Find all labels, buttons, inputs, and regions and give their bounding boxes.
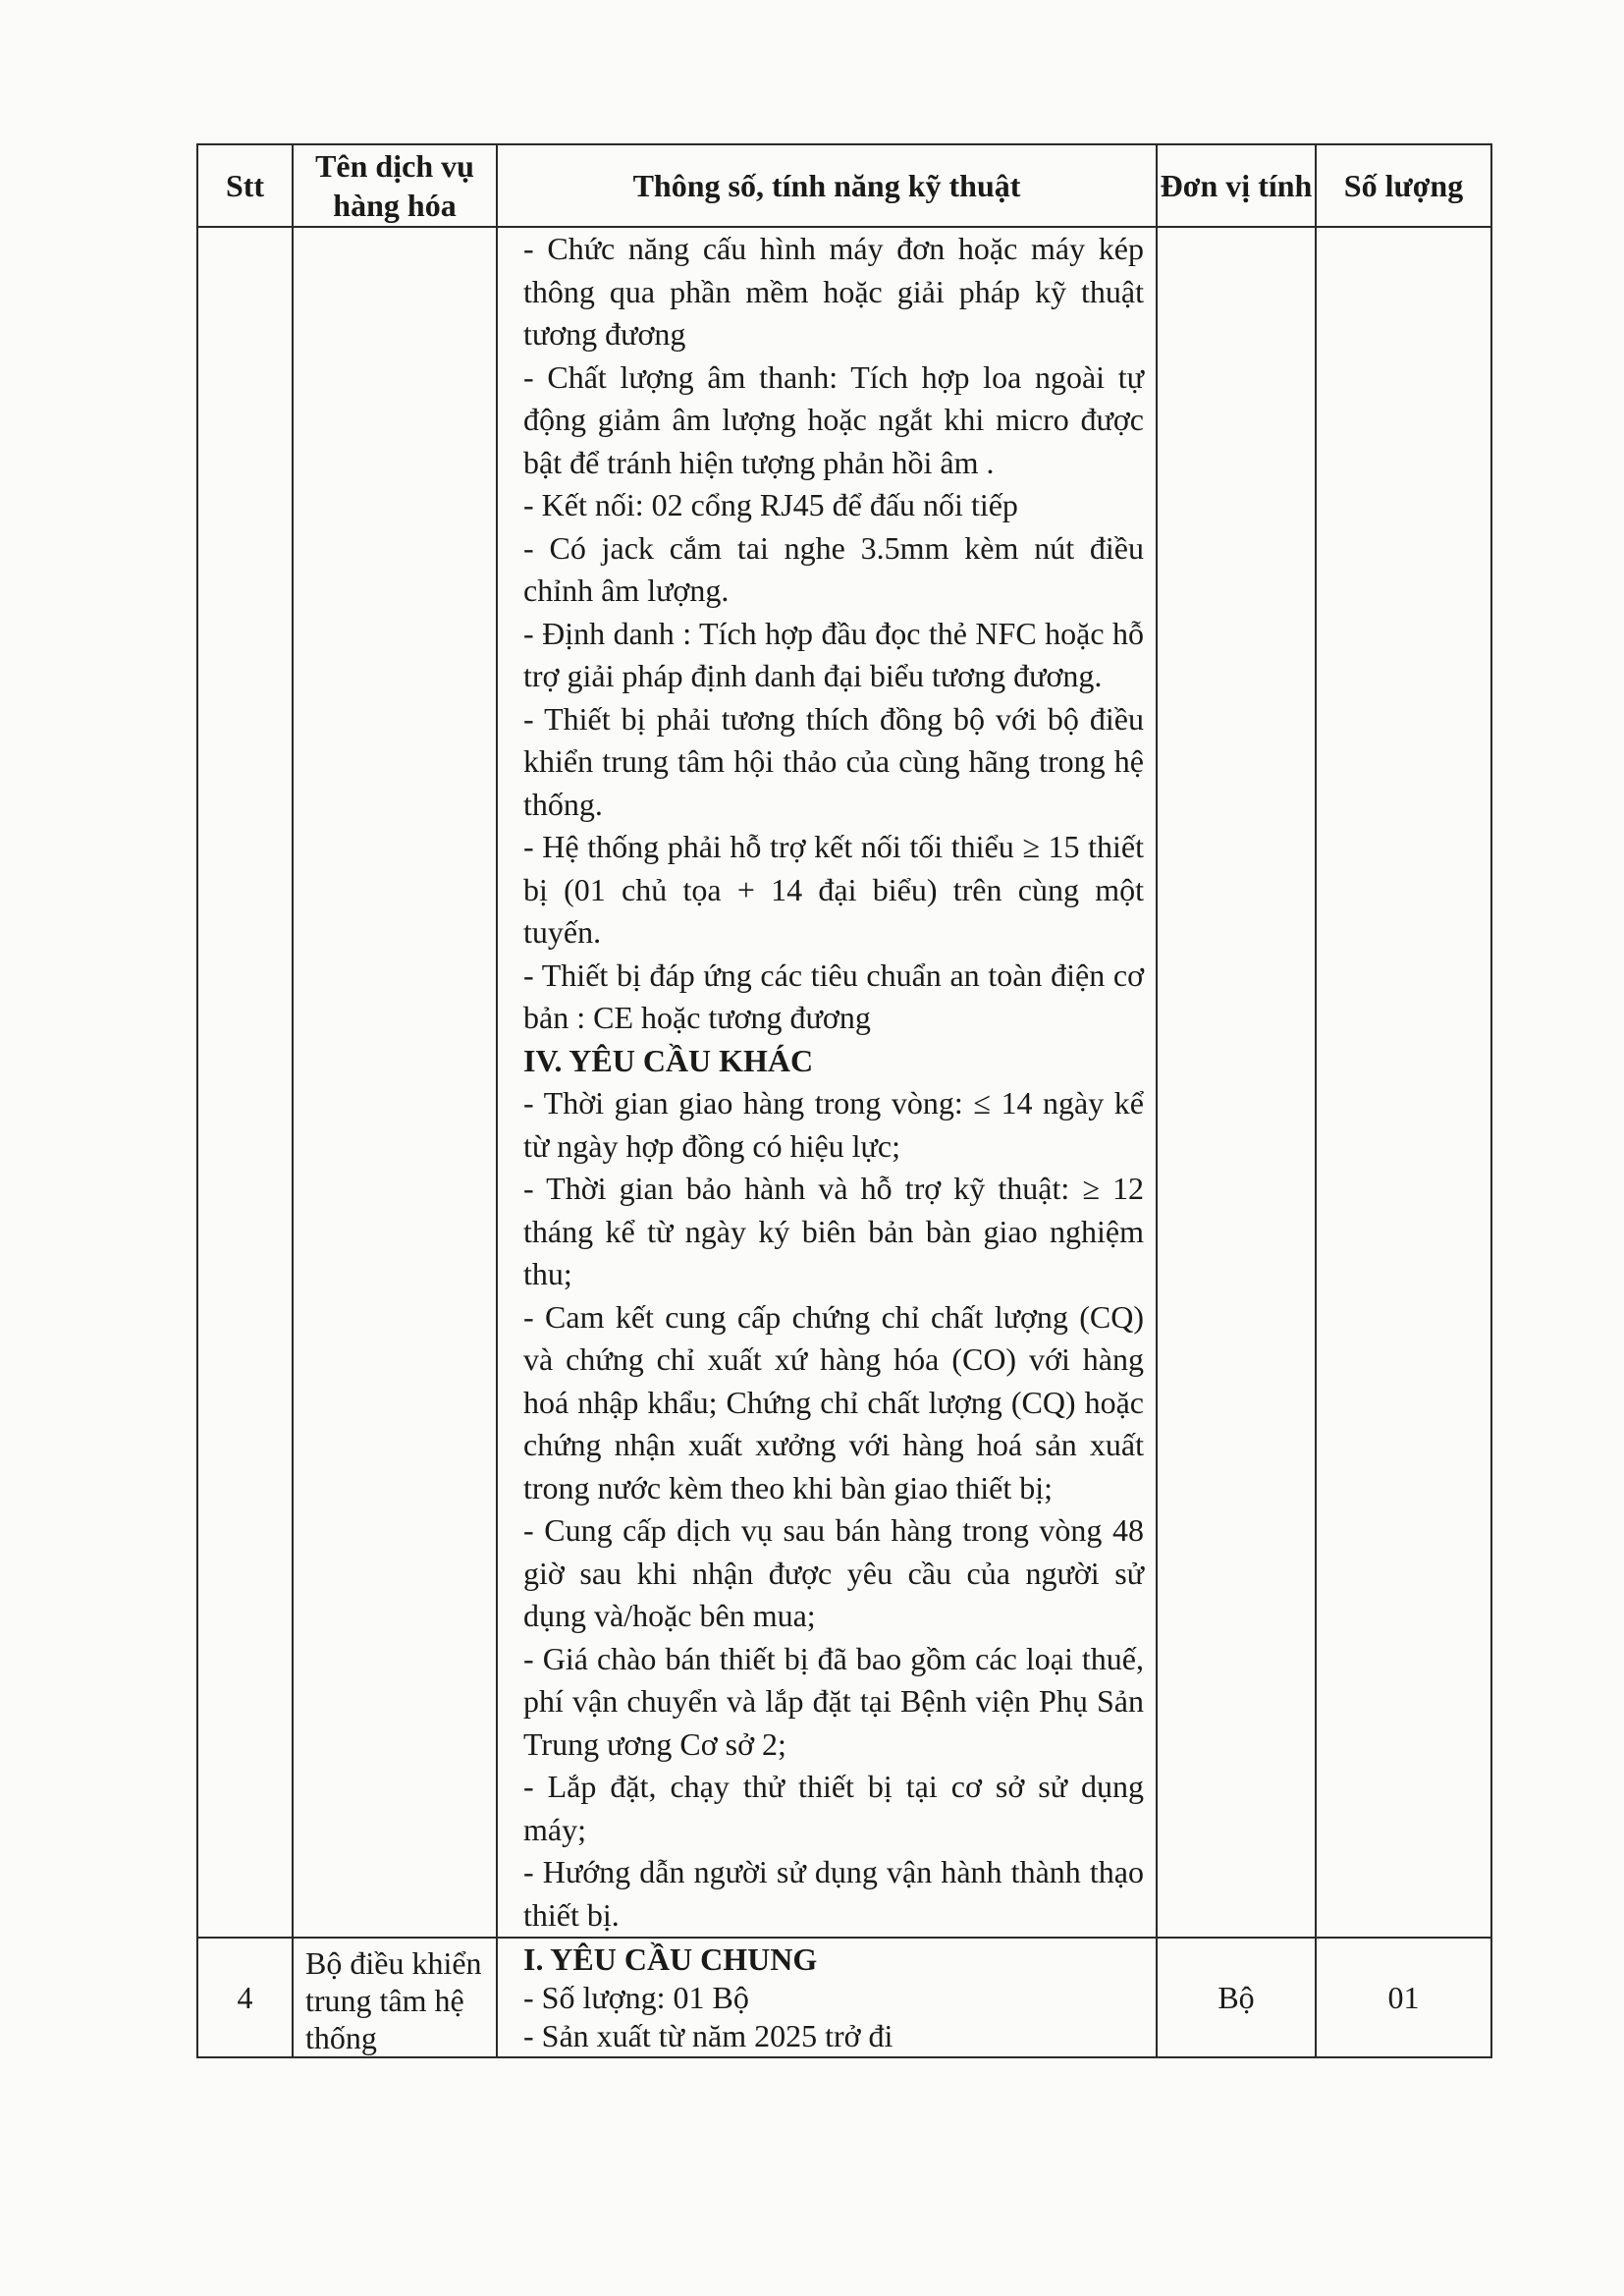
spec-line: - Cam kết cung cấp chứng chỉ chất lượng (CQ) và chứng chỉ xuất xứ hàng hóa (CO) với hàng hoá nhập khẩu; Chứng chỉ chất lượng (CQ) hoặc chứng nhận xuất xưởng với hàng hoá sản xuất trong nước kèm theo khi bàn giao thiết bị;	[523, 1298, 1144, 1505]
spec-line: - Hệ thống phải hỗ trợ kết nối tối thiểu ≥ 15 thiết bị (01 chủ tọa + 14 đại biểu) trên cùng một tuyến.	[523, 829, 1144, 950]
header-unit: Đơn vị tính	[1157, 144, 1316, 227]
spec-cell	[497, 227, 1157, 1938]
stt-cell-empty	[197, 227, 293, 1938]
table-header-row	[197, 144, 1491, 227]
spec-text	[498, 1939, 1156, 2055]
table-row	[197, 227, 1491, 1938]
qty-cell: 01	[1316, 1938, 1491, 2057]
spec-line: - Thời gian bảo hành và hỗ trợ kỹ thuật: ≥ 12 tháng kể từ ngày ký biên bản bàn giao nghiệm thu;	[523, 1171, 1144, 1291]
spec-line: - Lắp đặt, chạy thử thiết bị tại cơ sở sử dụng máy;	[523, 1769, 1144, 1847]
spec-line: - Có jack cắm tai nghe 3.5mm kèm nút điều chỉnh âm lượng.	[523, 529, 1144, 608]
spec-cell	[497, 1938, 1157, 2057]
header-stt: Stt	[197, 144, 293, 227]
spec-line: - Cung cấp dịch vụ sau bán hàng trong vòng 48 giờ sau khi nhận được yêu cầu của người sử dụng và/hoặc bên mua;	[523, 1512, 1144, 1633]
name-cell	[293, 1938, 497, 2057]
unit-cell-empty	[1157, 227, 1316, 1938]
spec-line: - Số lượng: 01 Bộ	[523, 1980, 749, 2015]
spec-line: - Thiết bị phải tương thích đồng bộ với bộ điều khiển trung tâm hội thảo của cùng hãng trong hệ thống.	[523, 700, 1144, 822]
spec-line: - Thiết bị đáp ứng các tiêu chuẩn an toàn điện cơ bản : CE hoặc tương đương	[523, 957, 1144, 1035]
spec-line: - Sản xuất từ năm 2025 trở đi	[523, 2018, 893, 2053]
qty-cell-empty	[1316, 227, 1491, 1938]
spec-line: - Chức năng cấu hình máy đơn hoặc máy kép thông qua phần mềm hoặc giải pháp kỹ thuật tương đương	[523, 231, 1144, 352]
stt-cell: 4	[197, 1938, 293, 2057]
table-row	[197, 1938, 1491, 2057]
name-cell-empty	[293, 227, 497, 1938]
header-qty: Số lượng	[1316, 144, 1491, 227]
header-name: Tên dịch vụ hàng hóa	[293, 144, 497, 227]
unit-cell: Bộ	[1157, 1938, 1316, 2057]
spec-line: - Giá chào bán thiết bị đã bao gồm các loại thuế, phí vận chuyển và lắp đặt tại Bệnh viện Phụ Sản Trung ương Cơ sở 2;	[523, 1640, 1144, 1762]
section-heading: IV. YÊU CẦU KHÁC	[523, 1042, 814, 1078]
spec-line: - Chất lượng âm thanh: Tích hợp loa ngoài tự động giảm âm lượng hoặc ngắt khi micro được bật để tránh hiện tượng phản hồi âm .	[523, 358, 1144, 480]
spec-line: - Thời gian giao hàng trong vòng: ≤ 14 ngày kể từ ngày hợp đồng có hiệu lực;	[523, 1085, 1144, 1164]
spec-table	[196, 143, 1492, 2058]
spec-line: - Hướng dẫn người sử dụng vận hành thành thạo thiết bị.	[523, 1854, 1144, 1933]
spec-line: - Kết nối: 02 cổng RJ45 để đấu nối tiếp	[523, 487, 1018, 522]
spec-line: - Định danh : Tích hợp đầu đọc thẻ NFC hoặc hỗ trợ giải pháp định danh đại biểu tương đương.	[523, 615, 1144, 693]
section-heading: I. YÊU CẦU CHUNG	[523, 1941, 818, 1977]
spec-text	[498, 228, 1156, 1937]
header-spec: Thông số, tính năng kỹ thuật	[497, 144, 1157, 227]
item-name: Bộ điều khiển trung tâm hệ thống	[305, 1945, 482, 2055]
